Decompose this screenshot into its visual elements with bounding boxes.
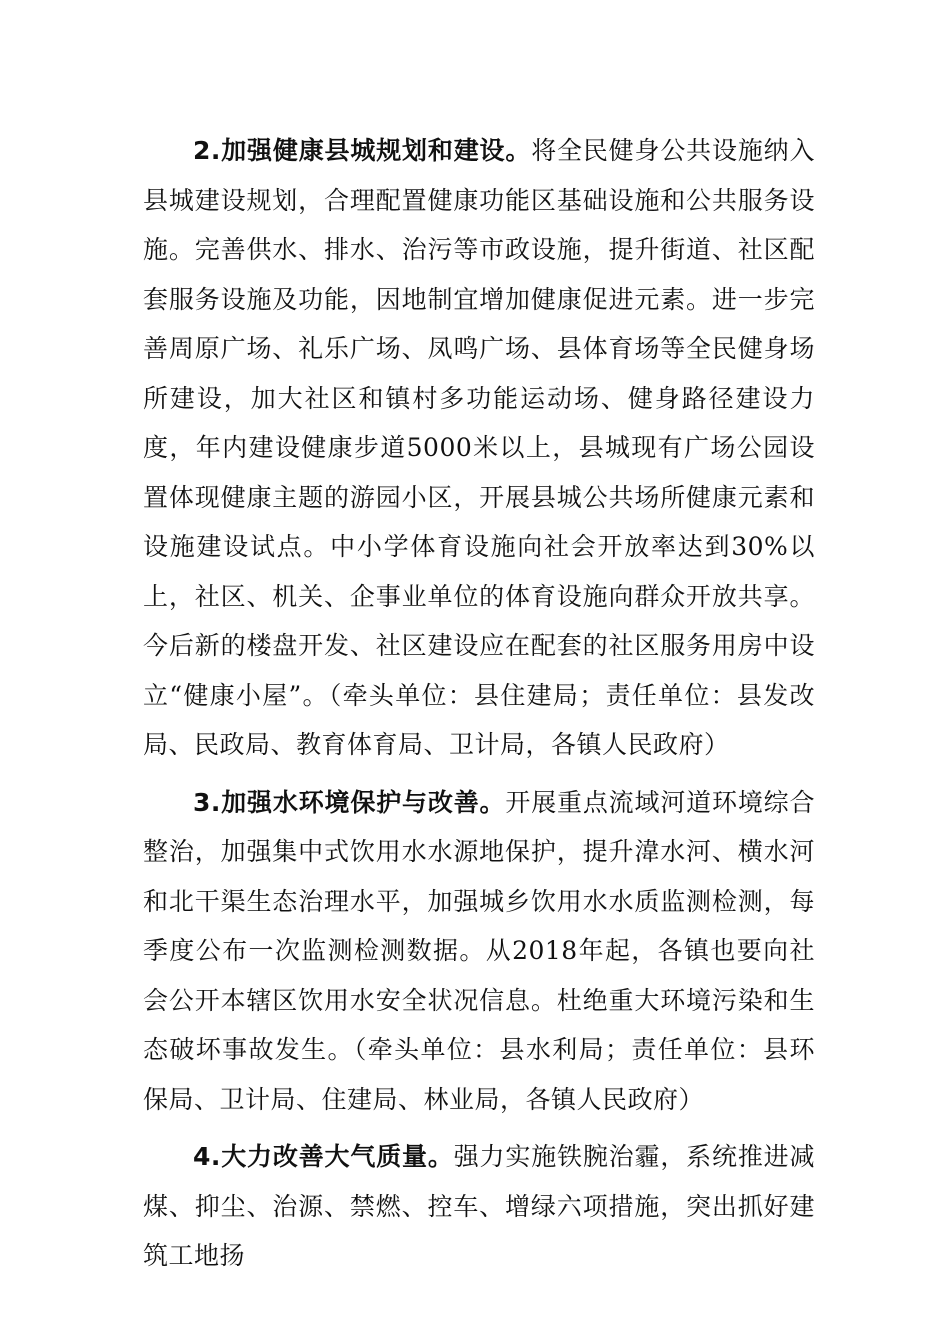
paragraph-air-quality [143,1132,815,1281]
paragraph-body-4: 强力实施铁腕治霾，系统推进减煤、抑尘、治源、禁燃、控车、增绿六项措施，突出抓好建筑工地扬 [143,1142,815,1270]
section-heading-4: 4.大力改善大气质量。 [193,1142,454,1171]
document-page [143,126,815,1281]
paragraph-body-3: 开展重点流域河道环境综合整治，加强集中式饮用水水源地保护，提升湋水河、横水河和北干渠生态治理水平，加强城乡饮用水水质监测检测，每季度公布一次监测检测数据。从2018年起，各镇也要向社会公开本辖区饮用水安全状况信息。杜绝重大环境污染和生态破坏事故发生。（牵头单位：县水利局；责任单位：县环保局、卫计局、住建局、林业局，各镇人民政府） [143,787,815,1114]
paragraph-health-county-planning [143,126,815,770]
section-heading-3: 3.加强水环境保护与改善。 [193,787,506,817]
paragraph-body-2: 将全民健身公共设施纳入县城建设规划，合理配置健康功能区基础设施和公共服务设施。完善供水、排水、治污等市政设施，提升街道、社区配套服务设施及功能，因地制宜增加健康促进元素。进一步完善周原广场、礼乐广场、凤鸣广场、县体育场等全民健身场所建设，加大社区和镇村多功能运动场、健身路径建设力度，年内建设健康步道5000米以上，县城现有广场公园设置体现健康主题的游园小区，开展县城公共场所健康元素和设施建设试点。中小学体育设施向社会开放率达到30%以上，社区、机关、企事业单位的体育设施向群众开放共享。今后新的楼盘开发、社区建设应在配套的社区服务用房中设立“健康小屋”。（牵头单位：县住建局；责任单位：县发改局、民政局、教育体育局、卫计局，各镇人民政府） [143,136,815,759]
section-heading-2: 2.加强健康县城规划和建设。 [193,136,532,165]
paragraph-water-environment [143,778,815,1125]
